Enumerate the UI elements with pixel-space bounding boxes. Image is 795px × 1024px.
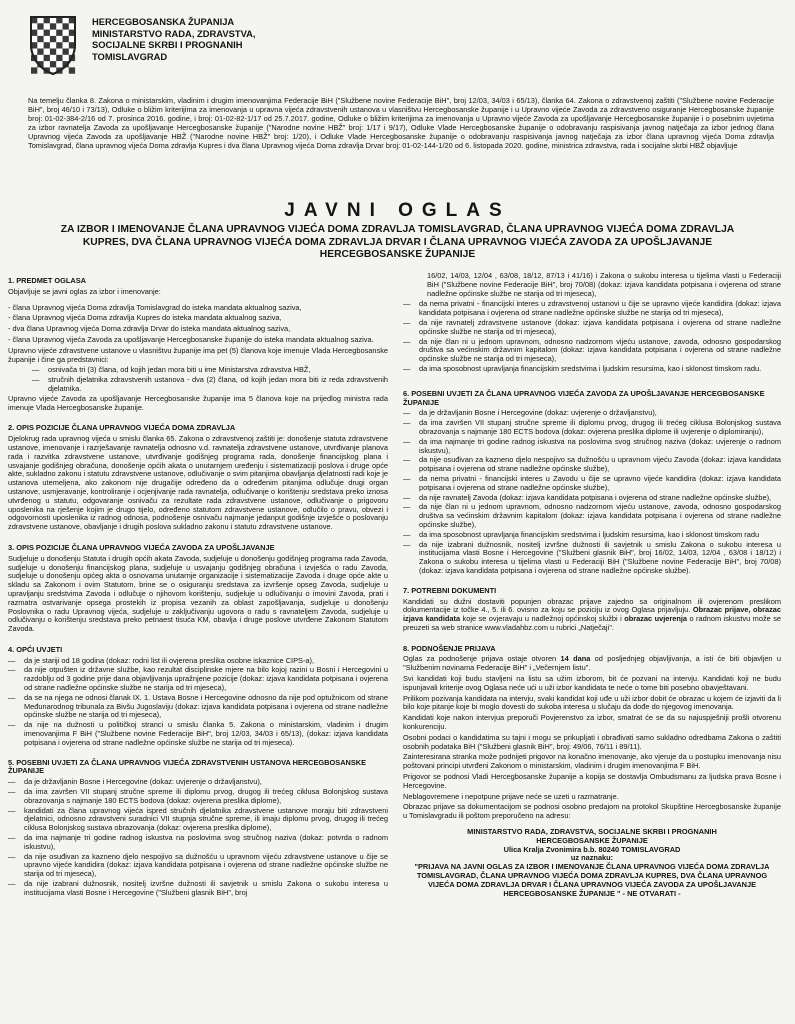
list-item: - člana Upravnog vijeća Doma zdravlja Kupres do isteka mandata aktualnog saziva, <box>8 313 282 323</box>
list-item: — osnivača tri (3) člana, od kojih jedan mora biti u ime Ministarstva zdravstva HBŽ, <box>32 365 311 375</box>
paragraph: Kandidati koje nakon intervjua preporuči Povjerenstvo za izbor, smatrat će se da su najuspješniji prošli otvorenu konkurenciju. <box>403 713 781 732</box>
list-item: — da ima najmanje tri godine radnog iskustva na poslovima svog stručnog naziva (dokaz: uvjerenje o radnom iskustvu), <box>403 436 781 455</box>
section-heading: 1. PREDMET OGLASA <box>8 276 87 285</box>
list-item: — da ima završen VII stupanj stručne spreme ili diplomu prvog, drugog ili trećeg ciklusa Bolonjskog sustava obrazovanja s najmanje 180 ECTS bodova (dokaz: ovjerena preslika diplome), <box>8 787 388 805</box>
list-item: — da nije ravnatelj Zavoda (dokaz: izjava kandidata potpisana i ovjerena od strane nadležne općinske službe), <box>403 492 772 502</box>
list-item: — da nema privatni - financijski interes u zdravstvenoj ustanovi u čije se upravno vijeće kandidira (dokaz: izjava kandidata potpisana i ovjerena od strane nadležne općinske službe ne starija od tri mjeseca), <box>403 299 781 318</box>
section-heading: 7. POTREBNI DOKUMENTI <box>403 585 497 595</box>
paragraph: Kandidati su dužni dostaviti popunjen obrazac prijave zajedno sa originalnom ili ovjerenom preslikom dokumentacije iz točke 4., 5. ili 6. ovisno za koju se poziciju iz ovog Oglasa prijavljuju. Obrazac prijave, obrazac izjava kandidata koje se ovjeravaju u nadležnoj općinskoj službi i obrazac uvjerenja o radnom iskustvu može se preuzeti sa web stranice www.vladahbz.com u rubrici „Natječaji". <box>403 596 782 632</box>
envelope-notation: "PRIJAVA NA JAVNI OGLAS ZA IZBOR I IMENOVANJE ČLANA UPRAVNOG VIJEĆA DOMA ZDRAVLJA TOMISLAVGRAD, ČLANA UPRAVNOG VIJEĆA DOMA ZDRAVLJA KUPRES, DVA ČLANA UPRAVNOG VIJEĆA DOMA ZDRAVLJA DRVAR I ČLANA UPRAVNOG VIJEĆA ZAVODA ZA UPOŠLJAVANJE HERCEGBOSANSKE ŽUPANIJE " - NE OTVARATI - <box>414 862 770 898</box>
paragraph: Neblagovremene i nepotpune prijave neće se uzeti u razmatranje. <box>403 791 619 801</box>
list-item: — da nije izabrani dužnosnik, nositelj izvršne dužnosti ili savjetnik u smislu Zakona o sukobu interesa u institucijama vlasti Bosne i Hercegovine ("Službeni glasnik BiH", broj <box>8 879 388 897</box>
section-heading: 6. POSEBNI UVJETI ZA ČLANA UPRAVNOG VIJEĆA ZAVODA ZA UPOŠLJAVANJE HERCEGBOSANSKE ŽUPANIJE <box>403 388 765 407</box>
ministry-name <box>92 16 256 62</box>
address-line: MINISTARSTVO RADA, ZDRAVSTVA, SOCIJALNE SKRBI I PROGNANIH <box>467 827 717 837</box>
page-title: JAVNI OGLAS <box>284 200 511 221</box>
section-heading: 2. OPIS POZICIJE ČLANA UPRAVNOG VIJEĆA DOMA ZDRAVLJA <box>8 423 236 433</box>
list-item: - člana Upravnog vijeća Zavoda za upošljavanje Hercegbosanske županije do isteka mandata aktualnog saziva. <box>8 334 374 344</box>
list-item: - člana Upravnog vijeća Doma zdravlja Tomislavgrad do isteka mandata aktualnog saziva, <box>8 302 302 312</box>
page-subtitle: ZA IZBOR I IMENOVANJE ČLANA UPRAVNOG VIJEĆA DOMA ZDRAVLJA TOMISLAVGRAD, ČLANA UPRAVNOG VIJEĆA DOMA ZDRAVLJA KUPRES, DVA ČLANA UPRAVNOG VIJEĆA DOMA ZDRAVLJA DRVAR I ČLANA UPRAVNOG VIJEĆA ZAVODA ZA UPOŠLJAVANJE HERCEGBOSANSKE ŽUPANIJE <box>60 224 735 261</box>
list-item: — da nije član ni u jednom upravnom, odnosno nadzornom vijeću ustanove, zavoda, odnosno gospodarskog društva sa većinskim državnim kapitalom (dokaz: izjava kandidata potpisana i ovjerena od strane nadležne općinske službe ne starija od tri mjeseca), <box>403 336 781 364</box>
paragraph: Djelokrug rada upravnog vijeća u smislu članka 65. Zakona o zdravstvenoj zaštiti je: donošenje statuta zdravstvene ustanove, imenovanje i razrješavanje ravnatelja odnosno v.d. ravnatelja zdravstvene ustanove, utvrđivanje planova rada i razvitka zdravstvene ustanove, utvrđivanje godišnjeg programa rada, donošenje financijskog plana i usvajanje godišnjeg obračuna, donošenje općih akata o unutarnjem uređenju i sistematizaciji poslova i druge opće akte, sukladno zakonu i statutu zdravstvene ustanove, odlučivanje o svim pitanjima obavljanja djelatnosti radi koje je ustanova utemeljena, ako zakonom nije drugačije određeno da o određenim pitanjima odlučuje drugi organ ustanove, usmjeravanje, kontroliranje i ocjenjivanje rada ravnatelja, odlučivanje o korištenju sredstava preko iznosa utvrđenog u statutu, odgovaranje osnivaču za rezultate rada zdravstvene ustanove, odlučivanje o prigovoru uposlenika na rješenje kojim je drugo tijelo, određeno statutom zdravstvene ustanove, odlučilo o pravu, obvezi i odgovornosti uposlenika iz radnog odnosa, podnošenje osnivaču najmanje jedanput godišnje izvješće o poslovanju zdravstvene ustanove, obavljanje i drugih poslova sukladno zakonu i statutu zdravstvene ustanove. <box>8 434 389 532</box>
list-item: — da ima sposobnost upravljanja financijskim sredstvima i ljudskim resursima, kao i sklonost timskom radu <box>403 529 760 539</box>
paragraph: Prilikom pozivanja kandidata na intervju, svaki kandidat koji uđe u uži izbor dobit će obrazac u kojem će izjaviti da li bilo koje pitanje koje bi moglo dovesti do sukoba interesa u slučaju da dođe do njegovog imenovanja. <box>403 693 781 712</box>
paragraph: Zainteresirana stranka može podnijeti prigovor na konačno imenovanje, ako vjeruje da u postupku imenovanja nisu poštovani principi utvrđeni Zakonom o ministarskim, vladinim i drugim imenovanjima F BiH. <box>403 752 781 771</box>
list-item: — da je državljanin Bosne i Hercegovine (dokaz: uvjerenje o državljanstvu), <box>403 408 657 418</box>
list-item: — da se na njega ne odnosi članak IX. 1. Ustava Bosne i Hercegovine odnosno da nije pod optužnicom od strane Međunarodnog tribunala za Bivšu Jugoslaviju (dokaz: izjava kandidata potpisana i ovjerena od strane nadležne općinske službe ne starija od tri mjeseca), <box>8 692 388 720</box>
list-item: — da nije otpušten iz državne službe, kao rezultat disciplinske mjere na bilo kojoj razini u Bosni i Hercegovini u razdoblju od 3 godine prije dana objavljivanja upražnjene pozicije (dokaz: izjava kandidata potpisana i ovjerena od strane nadležne općinske službe ne starija od tri mjeseca), <box>8 665 388 693</box>
paragraph: Sudjeluje u donošenju Statuta i drugih općih akata Zavoda, sudjeluje u donošenju godišnjeg programa rada Zavoda, sudjeluje u donošenju financijskog plana, sudjeluje u usvajanju godišnjeg obračuna i izvješća o radu Zavoda, sudjeluje u donošenju općeg akta o osnovama unutarnje organizacije i sistematizacije Zavoda i druge opće akte u skladu sa Zakonom i ovim Statutom, brine se o osiguranju sredstava za izvršenje opseg Zavoda, sudjeluje u upravljanju sredstvima Zavoda i odlučuje o njihovom korištenju, sudjeluje u odlučivanju o imovini Zavoda, prati i razmatra ostvarivanje opsega prostekih iz propisa vezanih za oblast zapošljavanja, sudjeluje u donošenju Poslovnika o radu Upravnog vijeća, sudjeluje u zaključivanju ugovora o radu s ravnateljem Zavoda, sudjeluje u odlučivanju o korištenju sredstava preko petnaest tisuća KM, obavlja i druge poslove utvrđene Zakonom Statutom Zavoda. <box>8 553 388 634</box>
paragraph: Osobni podaci o kandidatima su tajni i mogu se prikupljati i obrađivati samo sukladno odredbama Zakona o zaštiti osobnih podataka BiH ("Službeni glasnik BiH", broj: 49/06, 76/11 i 89/11). <box>403 732 781 751</box>
address-line: uz naznaku: <box>570 853 614 863</box>
paragraph: Upravno vijeće Zavoda za upošljavanje Hercegbosanske županije ima 5 članova koje na prijedlog ministra rada imenuje Vlada Hercegbosanske županije. <box>8 393 388 412</box>
list-item: — da je državljanin Bosne i Hercegovine (dokaz: uvjerenje o državljanstvu), <box>8 777 262 787</box>
legal-basis-paragraph: Na temelju članka 8. Zakona o ministarskim, vladinim i drugim imenovanjima Federacije BiH ("Službene novine Federacije BiH", broj 12/03, 34/03 i 65/13), članka 64. Zakona o zdravstvenoj zaštiti ("Službene novine Federacije BiH", broj 46/10 i 73/13), Odluke o bližim kriterijima za imenovanja u upravna vijeća zdravstvenih ustanova u vlasništvu Hercegbosanske županije i u Upravno vijeće Zavoda za zdravstveno osiguranje Hercegbosanske županije broj: 01-02-384-2/16 od 7. prosinca 2016. godine, i broj: 01-02-82-1/17 od 25.7.2017. godine, Odluke o bližim kriterijima za imenovanja u Upravno vijeće Zavoda za upošljavanje Hercegbosanske županije i o posebnim uvjetima za izbor ravnatelja Zavoda za upošljavanje Hercegbosanske županije ("Narodne novine HBŽ" broj: 1/17 i 9/17), Odluke Vlade Hercegbosanske županije o odobravanju raspisivanja javnog natječaja za izbor jednog člana Upravnog vijeća Zavoda za upošljavanje HBŽ ("Narodne novine HBŽ" broj: 1/20), i Odluke Vlade Hercegbosanske županije o odobravanju raspisivanja javnog natječaja za izbor člana upravnog vijeća Doma zdravlja Tomislavgrad, člana upravnog vijeća Doma zdravlja Kupres i dva člana Upravnog vijeća Doma zdravlja Drvar broj: 01-02-144-1/20 od 6. listopada 2020. godine, ministrica zdravstva, rada i socijalne skrbi HBŽ objavljuje <box>28 96 774 150</box>
list-item: — da ima sposobnost upravljanja financijskim sredstvima i ljudskim resursima, kao i sklonost timskom radu. <box>403 363 762 373</box>
list-item: — da nije član ni u jednom upravnom, odnosno nadzornom vijeću ustanove, zavoda, odnosno gospodarskog društva sa većinskim državnim kapitalom (dokaz: izjava kandidata potpisana i ovjerena od strane nadležne općinske službe), <box>403 502 781 529</box>
list-item: — da nije na dužnosti u političkoj stranci u smislu članka 5. Zakona o ministarskim, vladinim i drugim imenovanjima F BiH ("Službene novine Federacije BiH", broj 12/03, 34/03 i 65/13), (dokaz: izjava kandidata potpisana i ovjerena od strane nadležne općinske službe ne starija od tri mjeseca). <box>8 720 388 747</box>
list-item: — da nije osuđivan za kazneno djelo nespojivo sa dužnošću u upravnom vijeću Zavoda (dokaz: izjava kandidata potpisana i ovjerena od strane nadležne općinske službe), <box>403 455 781 474</box>
section-heading: 5. POSEBNI UVJETI ZA ČLANA UPRAVNOG VIJEĆA ZDRAVSTVENIH USTANOVA HERCEGBOSANSKE ŽUPANIJE <box>8 757 367 776</box>
paragraph: Obrazac prijave sa dokumentacijom se podnosi osobno predajom na protokol Skupštine Hercegbosanske županije u Tomislavgradu ili poštom preporučeno na adresu: <box>403 802 781 821</box>
list-item: — da ima završen VII stupanj stručne spreme ili diplomu prvog, drugog ili trećeg ciklusa Bolonjskog sustava obrazovanja s najmanje 180 ECTS bodova (dokaz: ovjerena preslika diplome ili uvjerenje o diplomiranju), <box>403 418 781 436</box>
paragraph: Prigovor se podnosi Vladi Hercegbosanske županije a kopija se dostavlja Ombudsmanu za ljudska prava Bosne i Hercegovine. <box>403 772 781 790</box>
header <box>28 14 256 76</box>
list-item: — da je stariji od 18 godina (dokaz: rodni list ili ovjerena preslika osobne iskaznice CIPS-a), <box>8 655 315 665</box>
header-line: HERCEGBOSANSKA ŽUPANIJA <box>92 16 235 27</box>
header-line: SOCIJALNE SKRBI I PROGNANIH <box>92 39 243 51</box>
address-line: HERCEGBOSANSKE ŽUPANIJE <box>536 835 648 845</box>
list-item: - dva člana Upravnog vijeća Doma zdravlja Drvar do isteka mandata aktualnog saziva, <box>8 324 291 334</box>
section-heading: 8. PODNOŠENJE PRIJAVA <box>403 643 496 653</box>
list-item: — da nije ravnatelj zdravstvene ustanove (dokaz: izjava kandidata potpisana i ovjerena od strane nadležne općinske službe ne starija od tri mjeseca), <box>403 317 781 336</box>
header-line: TOMISLAVGRAD <box>92 50 168 62</box>
list-item: — da nije izabrani dužnosnik, nositelj izvršne dužnosti ili savjetnik u smislu Zakona o sukobu interesa u institucijama vlasti Bosne i Hercegovine ("Službeni glasnik BiH", broj 16/02, 14/03, 12/04 , 63/08 i 18/12) i Zakona o sukobu interesa u tijelima vlasti u Federaciji BiH ("Službene novine Federacije BiH", broj 70/08) (dokaz: izjava kandidata potpisana i ovjerena od strane nadležne općinske službe). <box>403 539 781 575</box>
list-item: — da ima najmanje tri godine radnog iskustva na poslovima svog stručnog naziva (dokaz: potvrda o radnom iskustvu), <box>8 833 388 851</box>
coat-of-arms-icon <box>28 14 78 76</box>
left-column <box>8 272 388 899</box>
paragraph: Oglas za podnošenje prijava ostaje otvoren 14 dana od posljednjeg objavljivanja, a isti će biti objavljen u "Službenim novinama Federacije BiH" i „Večernjem listu". <box>403 654 781 673</box>
section-heading: 3. OPIS POZICIJE ČLANA UPRAVNOG VIJEĆA ZAVODA ZA UPOŠLJAVANJE <box>8 542 275 552</box>
address-line: Ulica Kralja Zvonimira b.b. 80240 TOMISLAVGRAD <box>503 844 681 854</box>
right-column <box>403 272 781 898</box>
paragraph: Svi kandidati koji budu stavljeni na listu sa užim izborom, bit će pozvani na intervju. Kandidati koji ne budu ispunjavali kriterije ovog Oglasa neće ući u uži izbor kandidata te neće o tome biti posebno obavještavani. <box>403 674 781 692</box>
list-item: — kandidati za člana upravnog vijeća ispred stručnih djelatnika zdravstvene ustanove moraju biti zdravstveni djelatnici, odnosno zdravstveni suradnici VII stupnja stručne spreme, ili imaju diplomu prvog, drugog ili trećeg ciklusa Bolonjskog sustava obrazovanja (dokaz: ovjerena preslika diplome), <box>8 805 388 833</box>
list-item: — da nema privatni - financijski interes u Zavodu u čije se upravno vijeće kandidira (dokaz: izjava kandidata potpisana i ovjerena od strane nadležne općinske službe), <box>403 473 781 492</box>
paragraph: Upravno vijeće zdravstvene ustanove u vlasništvu županije ima pet (5) članova koje imenuje Vlada Hercegbosanske županije i čine ga predstavnici: <box>8 345 389 364</box>
header-line: MINISTARSTVO RADA, ZDRAVSTVA, <box>92 27 256 39</box>
section-heading: 4. OPĆI UVJETI <box>8 644 63 654</box>
paragraph: 16/02, 14/03, 12/04 , 63/08, 18/12, 87/13 i 41/16) i Zakona o sukobu interesa u tijelima vlasti u Federaciji BiH ("Službene novine Federacije BiH", broj 70/08) (dokaz: izjava kandidata potpisana i ovjerena od strane nadležne općinske službe ne starija od tri mjeseca), <box>427 271 781 298</box>
list-item: — stručnih djelatnika zdravstvenih ustanova - dva (2) člana, od kojih jedan mora biti iz reda zdravstvenih djelatnika. <box>32 375 388 393</box>
paragraph: Objavljuje se javni oglas za izbor i imenovanje: <box>8 286 161 296</box>
list-item: — da nije osuđivan za kazneno djelo nespojivo sa dužnošću u upravnom vijeću zdravstvene ustanove u čije se upravno vijeće kandidira (dokaz: izjava kandidata potpisana i ovjerena od strane nadležne općinske službe ne starija od tri mjeseca), <box>8 851 388 879</box>
